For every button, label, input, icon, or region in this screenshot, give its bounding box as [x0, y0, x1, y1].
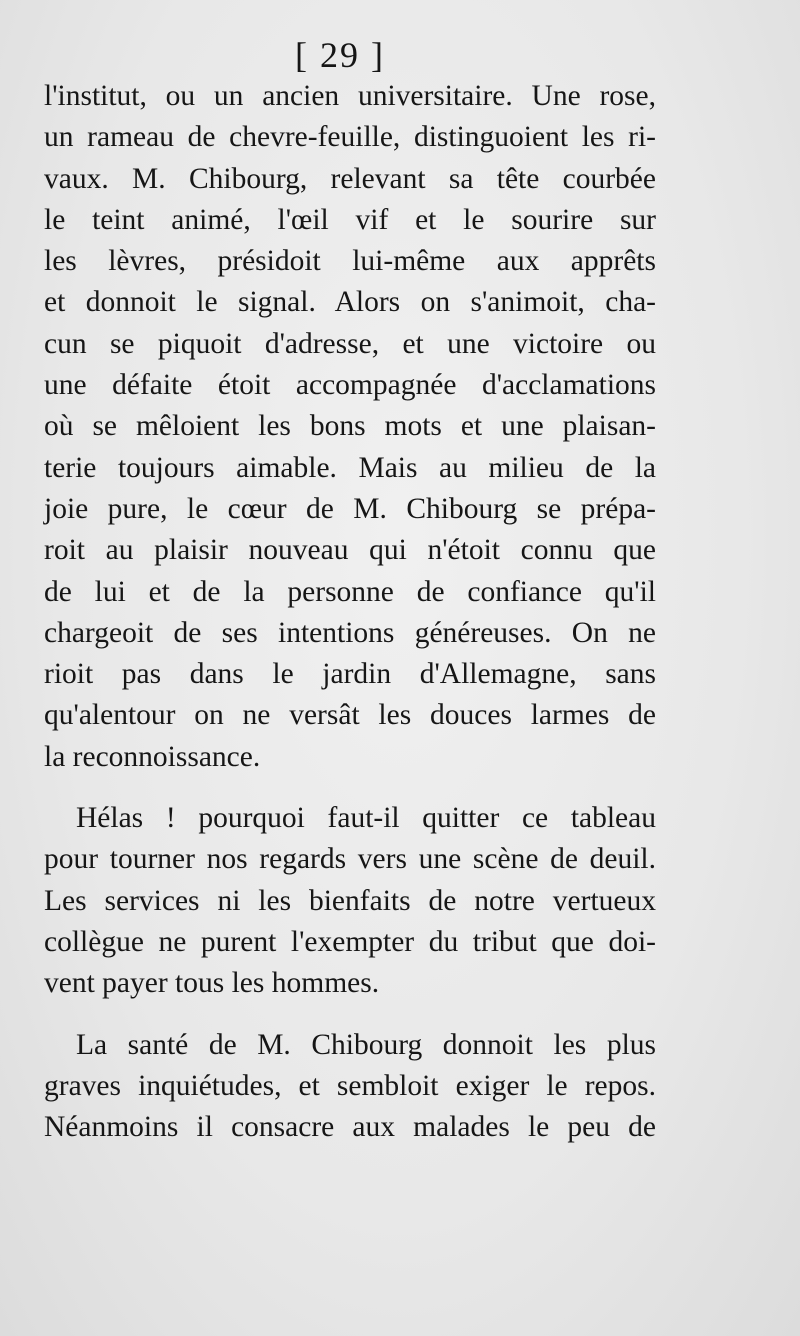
text-line: et donnoit le signal. Alors on s'animoit, cha- — [44, 286, 656, 319]
body-text — [44, 76, 656, 1148]
paragraph-spacer — [44, 1005, 656, 1025]
text-line: la reconnoissance. — [44, 740, 261, 773]
text-line: de lui et de la personne de confiance qu'il — [44, 575, 656, 608]
text-line: rioit pas dans le jardin d'Allemagne, sans — [44, 658, 656, 691]
text-line: vent payer tous les hommes. — [44, 967, 380, 1000]
text-line: Les services ni les bienfaits de notre vertueux — [44, 884, 656, 917]
paragraph-3 — [44, 1025, 656, 1149]
text-line: vaux. M. Chibourg, relevant sa tête courbée — [44, 162, 656, 195]
text-line: Hélas ! pourquoi faut-il quitter ce tableau — [76, 802, 656, 835]
text-line: où se mêloient les bons mots et une plaisan- — [44, 410, 656, 443]
text-line: un rameau de chevre-feuille, distinguoient les ri- — [44, 121, 656, 154]
text-line: collègue ne purent l'exempter du tribut que doi- — [44, 925, 656, 958]
text-line: le teint animé, l'œil vif et le sourire sur — [44, 203, 656, 236]
text-line: les lèvres, présidoit lui-même aux apprêts — [44, 245, 656, 278]
text-line: roit au plaisir nouveau qui n'étoit connu que — [44, 534, 656, 567]
text-line: terie toujours aimable. Mais au milieu de la — [44, 451, 656, 484]
paragraph-spacer — [44, 778, 656, 798]
text-line: La santé de M. Chibourg donnoit les plus — [76, 1028, 656, 1061]
text-line: Néanmoins il consacre aux malades le peu de — [44, 1111, 656, 1144]
text-line: cun se piquoit d'adresse, et une victoire ou — [44, 327, 656, 360]
text-line: joie pure, le cœur de M. Chibourg se prépa- — [44, 492, 656, 525]
text-line: l'institut, ou un ancien universitaire. Une rose, — [44, 80, 656, 112]
text-line: graves inquiétudes, et sembloit exiger le repos. — [44, 1069, 656, 1102]
text-line: chargeoit de ses intentions généreuses. On ne — [44, 616, 656, 649]
page-number: [ 29 ] — [295, 35, 385, 75]
text-line: qu'alentour on ne versât les douces larmes de — [44, 699, 656, 732]
paragraph-2 — [44, 798, 656, 1004]
paragraph-1 — [44, 76, 656, 778]
text-line: pour tourner nos regards vers une scène de deuil. — [44, 843, 656, 876]
text-line: une défaite étoit accompagnée d'acclamations — [44, 369, 656, 402]
